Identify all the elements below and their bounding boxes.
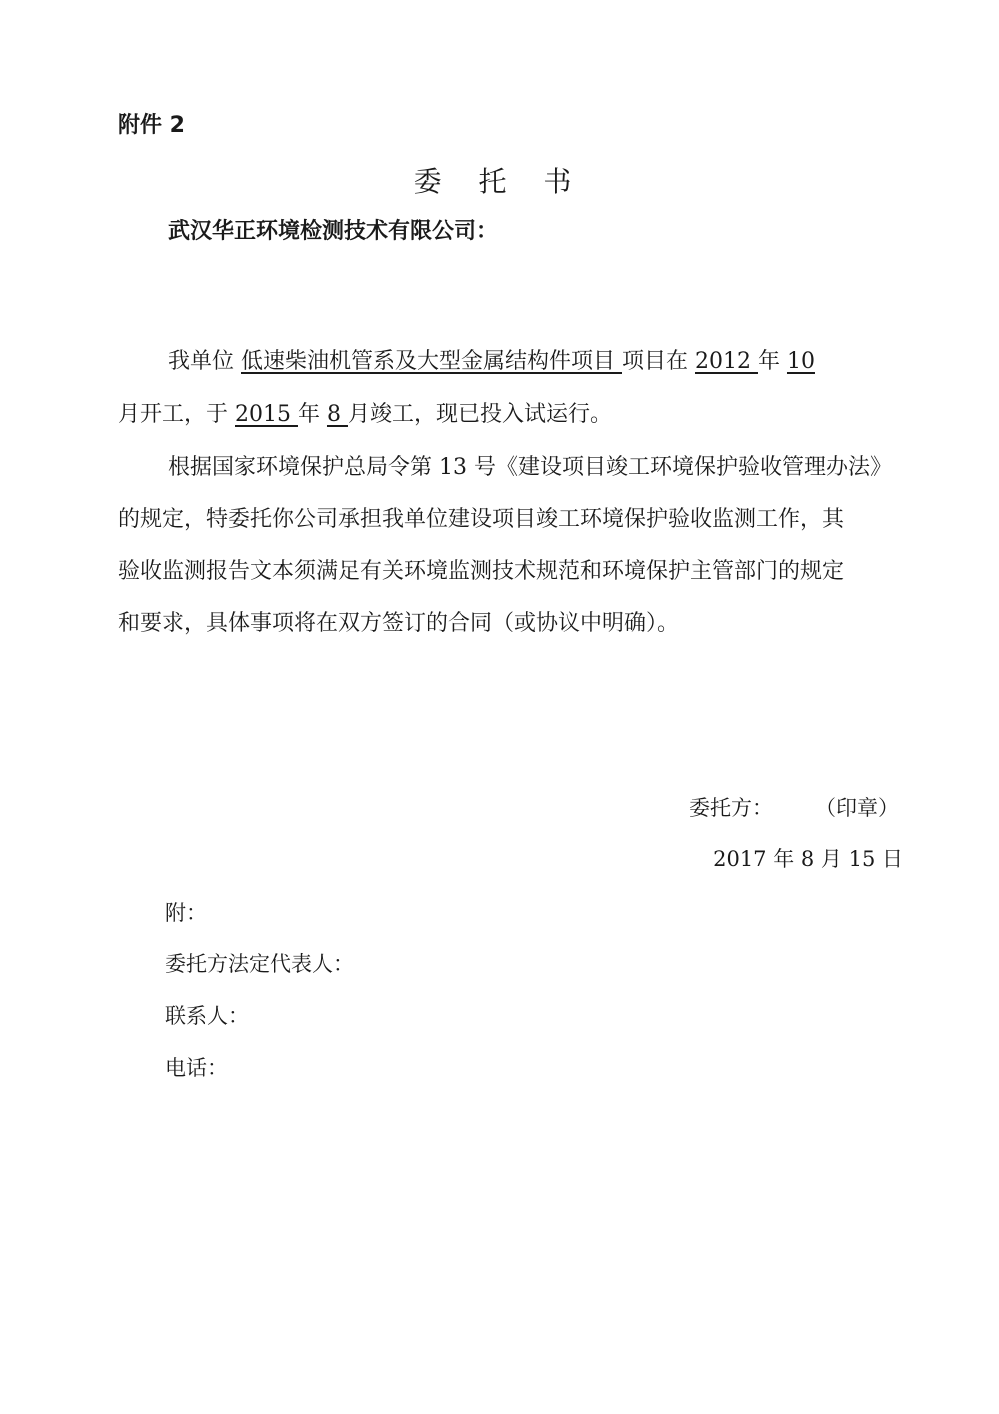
- body-line-1: [168, 344, 815, 375]
- line2-prefix: 月开工，于: [118, 402, 235, 427]
- legal-representative-field: 委托方法定代表人：: [165, 952, 354, 976]
- signature-date: 2017 年 8 月 15 日: [713, 847, 903, 871]
- year-char-2: 年: [297, 402, 327, 427]
- body-line-6: 和要求，具体事项将在双方签订的合同（或协议中明确）。: [118, 611, 680, 636]
- document-title: 委 托 书: [413, 165, 586, 198]
- line2-suffix: 月竣工，现已投入试运行。: [347, 402, 612, 427]
- end-month: 8: [326, 402, 348, 427]
- phone-field: 电话：: [165, 1056, 228, 1080]
- addressee: 武汉华正环境检测技术有限公司：: [168, 219, 499, 244]
- end-year: 2015: [235, 402, 298, 427]
- project-name: 低速柴油机管系及大型金属结构件项目: [241, 349, 622, 374]
- signature-party: 委托方： （印章）: [689, 796, 899, 820]
- line1-mid: 项目在: [622, 349, 695, 374]
- start-month: 10: [786, 349, 815, 374]
- attachment-heading: 附：: [165, 901, 207, 925]
- contact-person-field: 联系人：: [165, 1004, 249, 1028]
- attachment-label: 附件 2: [118, 113, 185, 138]
- start-year: 2012: [695, 349, 758, 374]
- line1-prefix: 我单位: [168, 349, 241, 374]
- body-line-4: 的规定，特委托你公司承担我单位建设项目竣工环境保护验收监测工作，其: [118, 507, 845, 532]
- body-line-3: 根据国家环境保护总局令第 13 号《建设项目竣工环境保护验收管理办法》: [168, 455, 892, 480]
- body-line-2: [118, 397, 612, 428]
- body-line-5: 验收监测报告文本须满足有关环境监测技术规范和环境保护主管部门的规定: [118, 559, 845, 584]
- year-char: 年: [757, 349, 787, 374]
